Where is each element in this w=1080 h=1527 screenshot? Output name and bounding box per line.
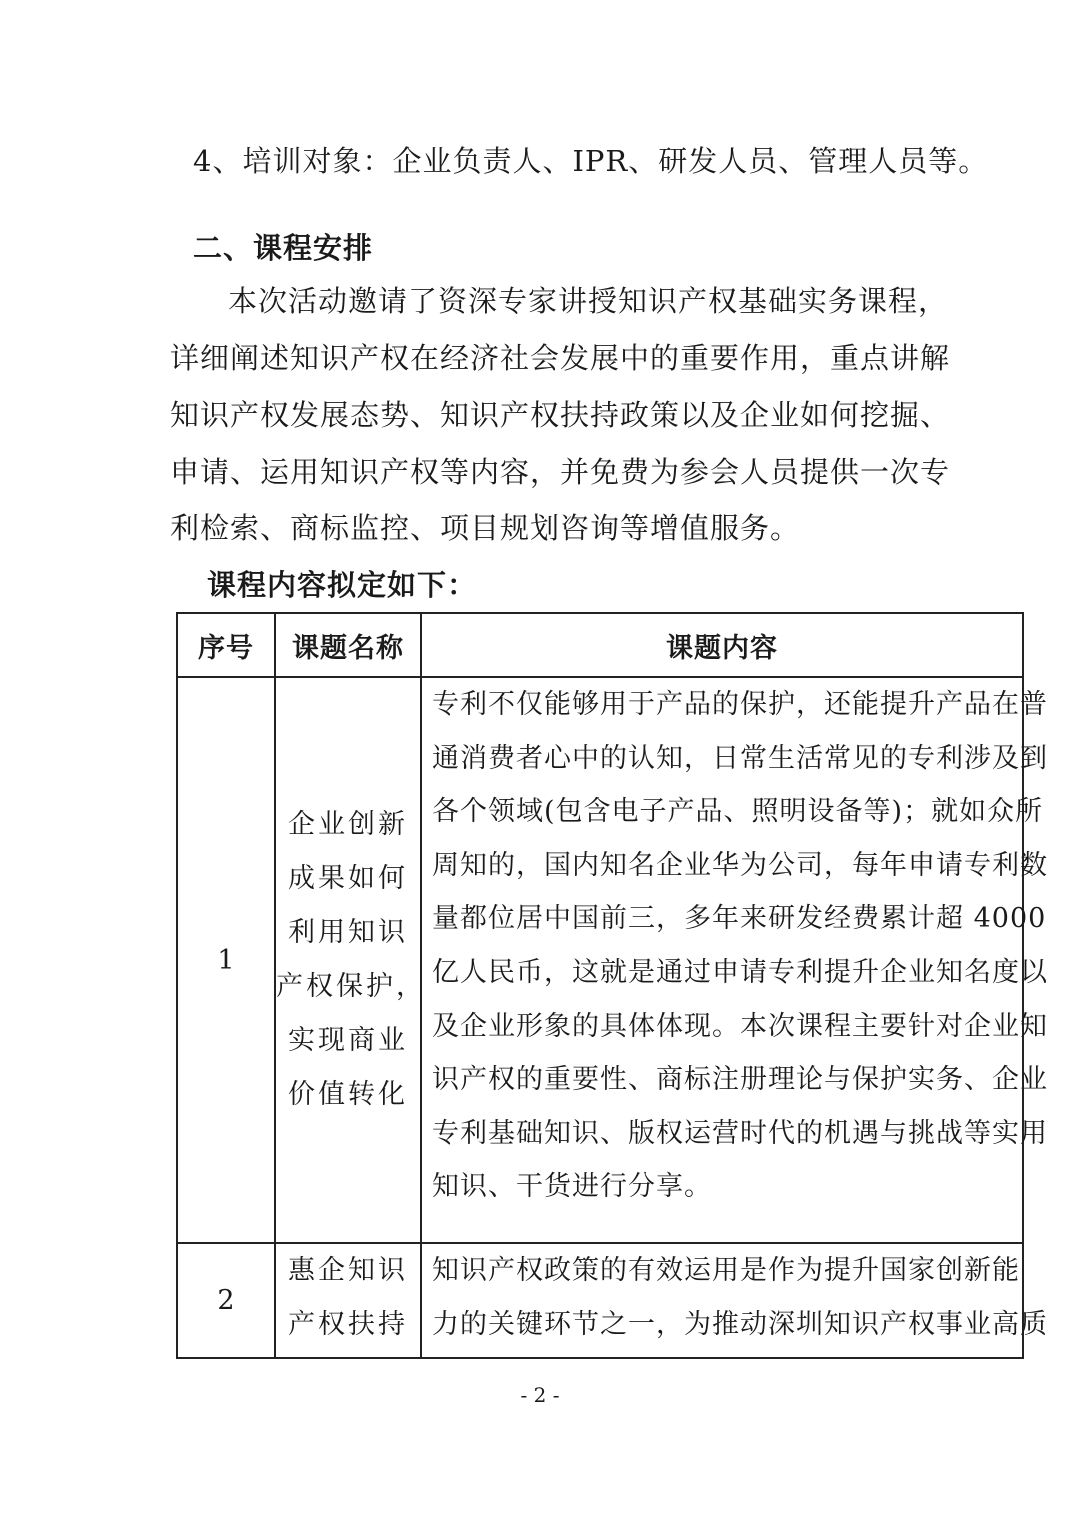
content-line: 亿人民币，这就是通过申请专利提升企业知名度以 (432, 956, 1048, 988)
header-number: 序号 (177, 613, 275, 677)
table-row (177, 677, 1023, 1243)
topic-line: 成果如何 (288, 863, 408, 894)
topic-line: 产权扶持 (288, 1309, 408, 1340)
topic-line: 价值转化 (288, 1079, 408, 1110)
content-line: 及企业形象的具体体现。本次课程主要针对企业知 (432, 1010, 1048, 1042)
paragraph-line-1: 本次活动邀请了资深专家讲授知识产权基础实务课程， (228, 284, 949, 318)
content-line: 各个领域(包含电子产品、照明设备等)；就如众所 (432, 796, 1044, 828)
table-intro: 课程内容拟定如下： (207, 568, 478, 602)
table-header-row (177, 613, 1023, 677)
paragraph-line-3: 知识产权发展态势、知识产权扶持政策以及企业如何挖掘、 (170, 398, 951, 432)
content-line: 知识、干货进行分享。 (432, 1171, 712, 1203)
page-number: - 2 - (520, 1383, 560, 1407)
training-target-line: 4、培训对象：企业负责人、IPR、研发人员、管理人员等。 (193, 144, 989, 178)
row-number: 2 (177, 1243, 275, 1358)
content-line: 量都位居中国前三，多年来研发经费累计超 4000 (432, 903, 1047, 935)
row-topic (275, 677, 426, 1243)
header-topic: 课题名称 (275, 613, 421, 677)
content-line: 知识产权政策的有效运用是作为提升国家创新能 (432, 1255, 1020, 1286)
paragraph-line-5: 利检索、商标监控、项目规划咨询等增值服务。 (170, 511, 801, 545)
header-content: 课题内容 (421, 613, 1023, 677)
topic-line: 企业创新 (288, 809, 408, 840)
row-topic (275, 1243, 421, 1358)
row-number: 1 (177, 677, 275, 1243)
section-title: 二、课程安排 (193, 231, 374, 265)
course-table (176, 612, 1048, 1359)
row-content (421, 1243, 1048, 1358)
topic-line: 利用知识 (288, 917, 408, 948)
content-line: 专利不仅能够用于产品的保护，还能提升产品在普 (432, 689, 1048, 720)
topic-line: 实现商业 (288, 1025, 408, 1056)
paragraph-line-2: 详细阐述知识产权在经济社会发展中的重要作用，重点讲解 (170, 341, 951, 375)
table-row (177, 1243, 1023, 1358)
content-line: 力的关键环节之一，为推动深圳知识产权事业高质 (432, 1308, 1048, 1340)
content-line: 周知的，国内知名企业华为公司，每年申请专利数 (432, 849, 1048, 881)
topic-line: 产权保护， (276, 971, 426, 1002)
topic-line: 惠企知识 (288, 1255, 408, 1286)
paragraph-line-4: 申请、运用知识产权等内容，并免费为参会人员提供一次专 (170, 455, 951, 489)
content-line: 通消费者心中的认知，日常生活常见的专利涉及到 (432, 742, 1048, 774)
row-content (421, 677, 1048, 1243)
content-line: 专利基础知识、版权运营时代的机遇与挑战等实用 (432, 1117, 1048, 1149)
content-line: 识产权的重要性、商标注册理论与保护实务、企业 (432, 1064, 1048, 1096)
